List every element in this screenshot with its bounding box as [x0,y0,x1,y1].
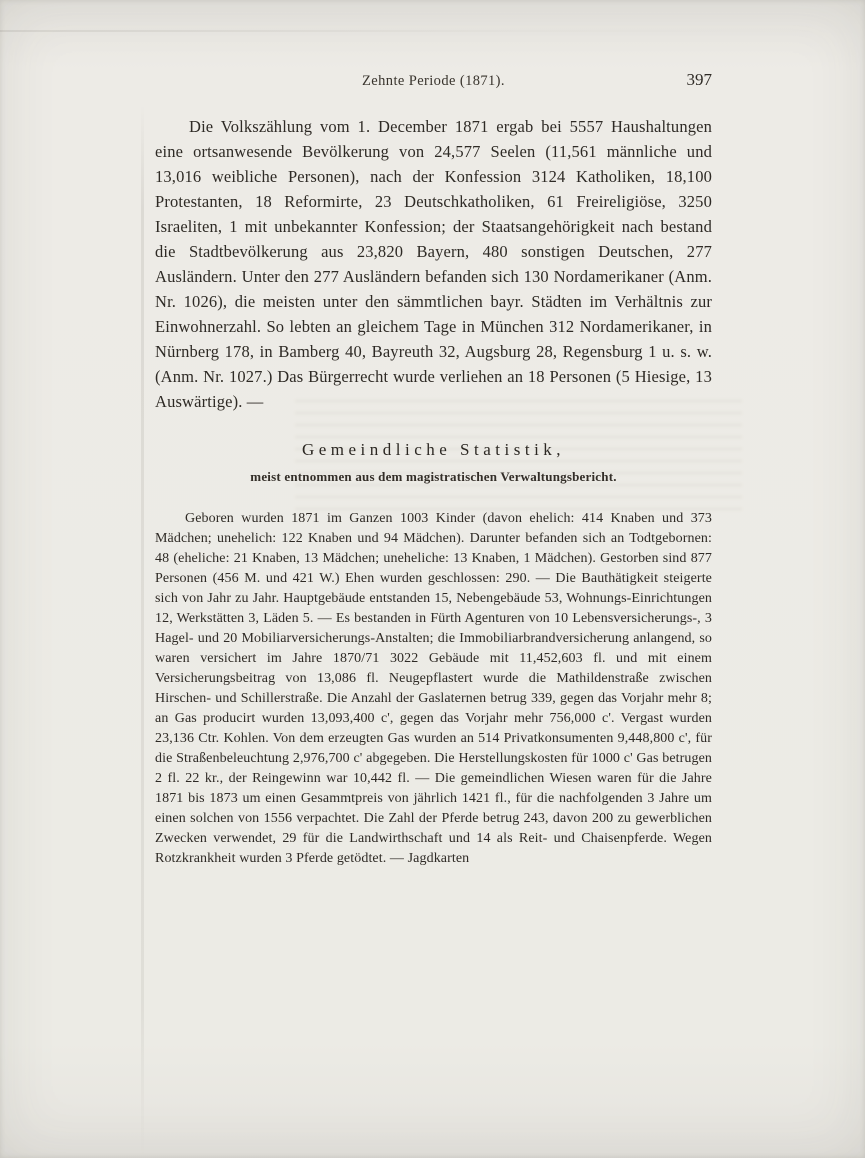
census-paragraph: Die Volkszählung vom 1. December 1871 ergab bei 5557 Haushaltungen eine ortsanwesende Bevölkerung von 24,577 Seelen (11,561 männliche und 13,016 weibliche Personen), nach der Konfession 3124 Katholiken, 18,100 Protestanten, 18 Reformirte, 23 Deutschkatholiken, 61 Freireligiöse, 3250 Israeliten, 1 mit unbekannter Konfession; der Staatsangehörigkeit nach bestand die Stadtbevölkerung aus 23,820 Bayern, 480 sonstigen Deutschen, 277 Ausländern. Unter den 277 Ausländern befanden sich 130 Nordamerikaner (Anm. Nr. 1026), die meisten unter den sämmtlichen bayr. Städten im Verhältnis zur Einwohnerzahl. So lebten an gleichem Tage in München 312 Nordamerikaner, in Nürnberg 178, in Bamberg 40, Bayreuth 32, Augsburg 28, Regensburg 1 u. s. w. (Anm. Nr. 1027.) Das Bürgerrecht wurde verliehen an 18 Personen (5 Hiesige, 13 Auswärtige). — [155,117,712,411]
page-fold-artifact [141,105,144,1158]
scan-edge-artifact [0,30,865,32]
running-title: Zehnte Periode (1871). [362,73,505,89]
statistics-section-header [155,440,712,485]
section-heading: Gemeindliche Statistik, [301,440,566,459]
statistics-paragraph: Geboren wurden 1871 im Ganzen 1003 Kinder (davon ehelich: 414 Knaben und 373 Mädchen; unehelich: 122 Knaben und 94 Mädchen). Darunter befanden sich an Todtgebornen: 48 (eheliche: 21 Knaben, 13 Mädchen; uneheliche: 13 Knaben, 1 Mädchen). Gestorben sind 877 Personen (456 M. und 421 W.) Ehen wurden geschlossen: 290. — Die Bauthätigkeit steigerte sich von Jahr zu Jahr. Hauptgebäude entstanden 15, Nebengebäude 53, Wohnungs-Einrichtungen 12, Werkstätten 3, Läden 5. — Es bestanden in Fürth Agenturen von 10 Lebensversicherungs-, 3 Hagel- und 20 Mobiliarversicherungs-Anstalten; die Immobiliarbrandversicherung anlangend, so waren versichert im Jahre 1870/71 3022 Gebäude mit 11,452,603 fl. und mit einem Versicherungsbeitrag von 13,086 fl. Neugepflastert wurde die Mathildenstraße zwischen Hirschen- und Schillerstraße. Die Anzahl der Gaslaternen betrug 339, gegen das Vorjahr mehr 8; an Gas producirt wurden 13,093,400 c', gegen das Vorjahr mehr 756,000 c'. Vergast wurden 23,136 Ctr. Kohlen. Von dem erzeugten Gas wurden an 514 Privatkonsumenten 9,448,800 c', für die Straßenbeleuchtung 2,976,700 c' abgegeben. Die Herstellungskosten für 1000 c' Gas betrugen 2 fl. 22 kr., der Reingewinn war 10,442 fl. — Die gemeindlichen Wiesen waren für die Jahre 1871 bis 1873 um einen Gesammtpreis von jährlich 1421 fl., für die nachfolgenden 3 Jahre um einen solchen von 1556 verpachtet. Die Zahl der Pferde betrug 243, davon 200 zu gewerblichen Zwecken verwendet, 29 für die Landwirthschaft und 14 als Reit- und Chaisenpferde. Wegen Rotzkrankheit wurden 3 Pferde getödtet. — Jagdkarten [155,511,712,866]
page-number: 397 [686,70,712,89]
section-subheading: meist entnommen aus dem magistratischen Verwaltungsbericht. [250,469,617,484]
page-content [155,70,712,883]
page-header [155,70,712,90]
